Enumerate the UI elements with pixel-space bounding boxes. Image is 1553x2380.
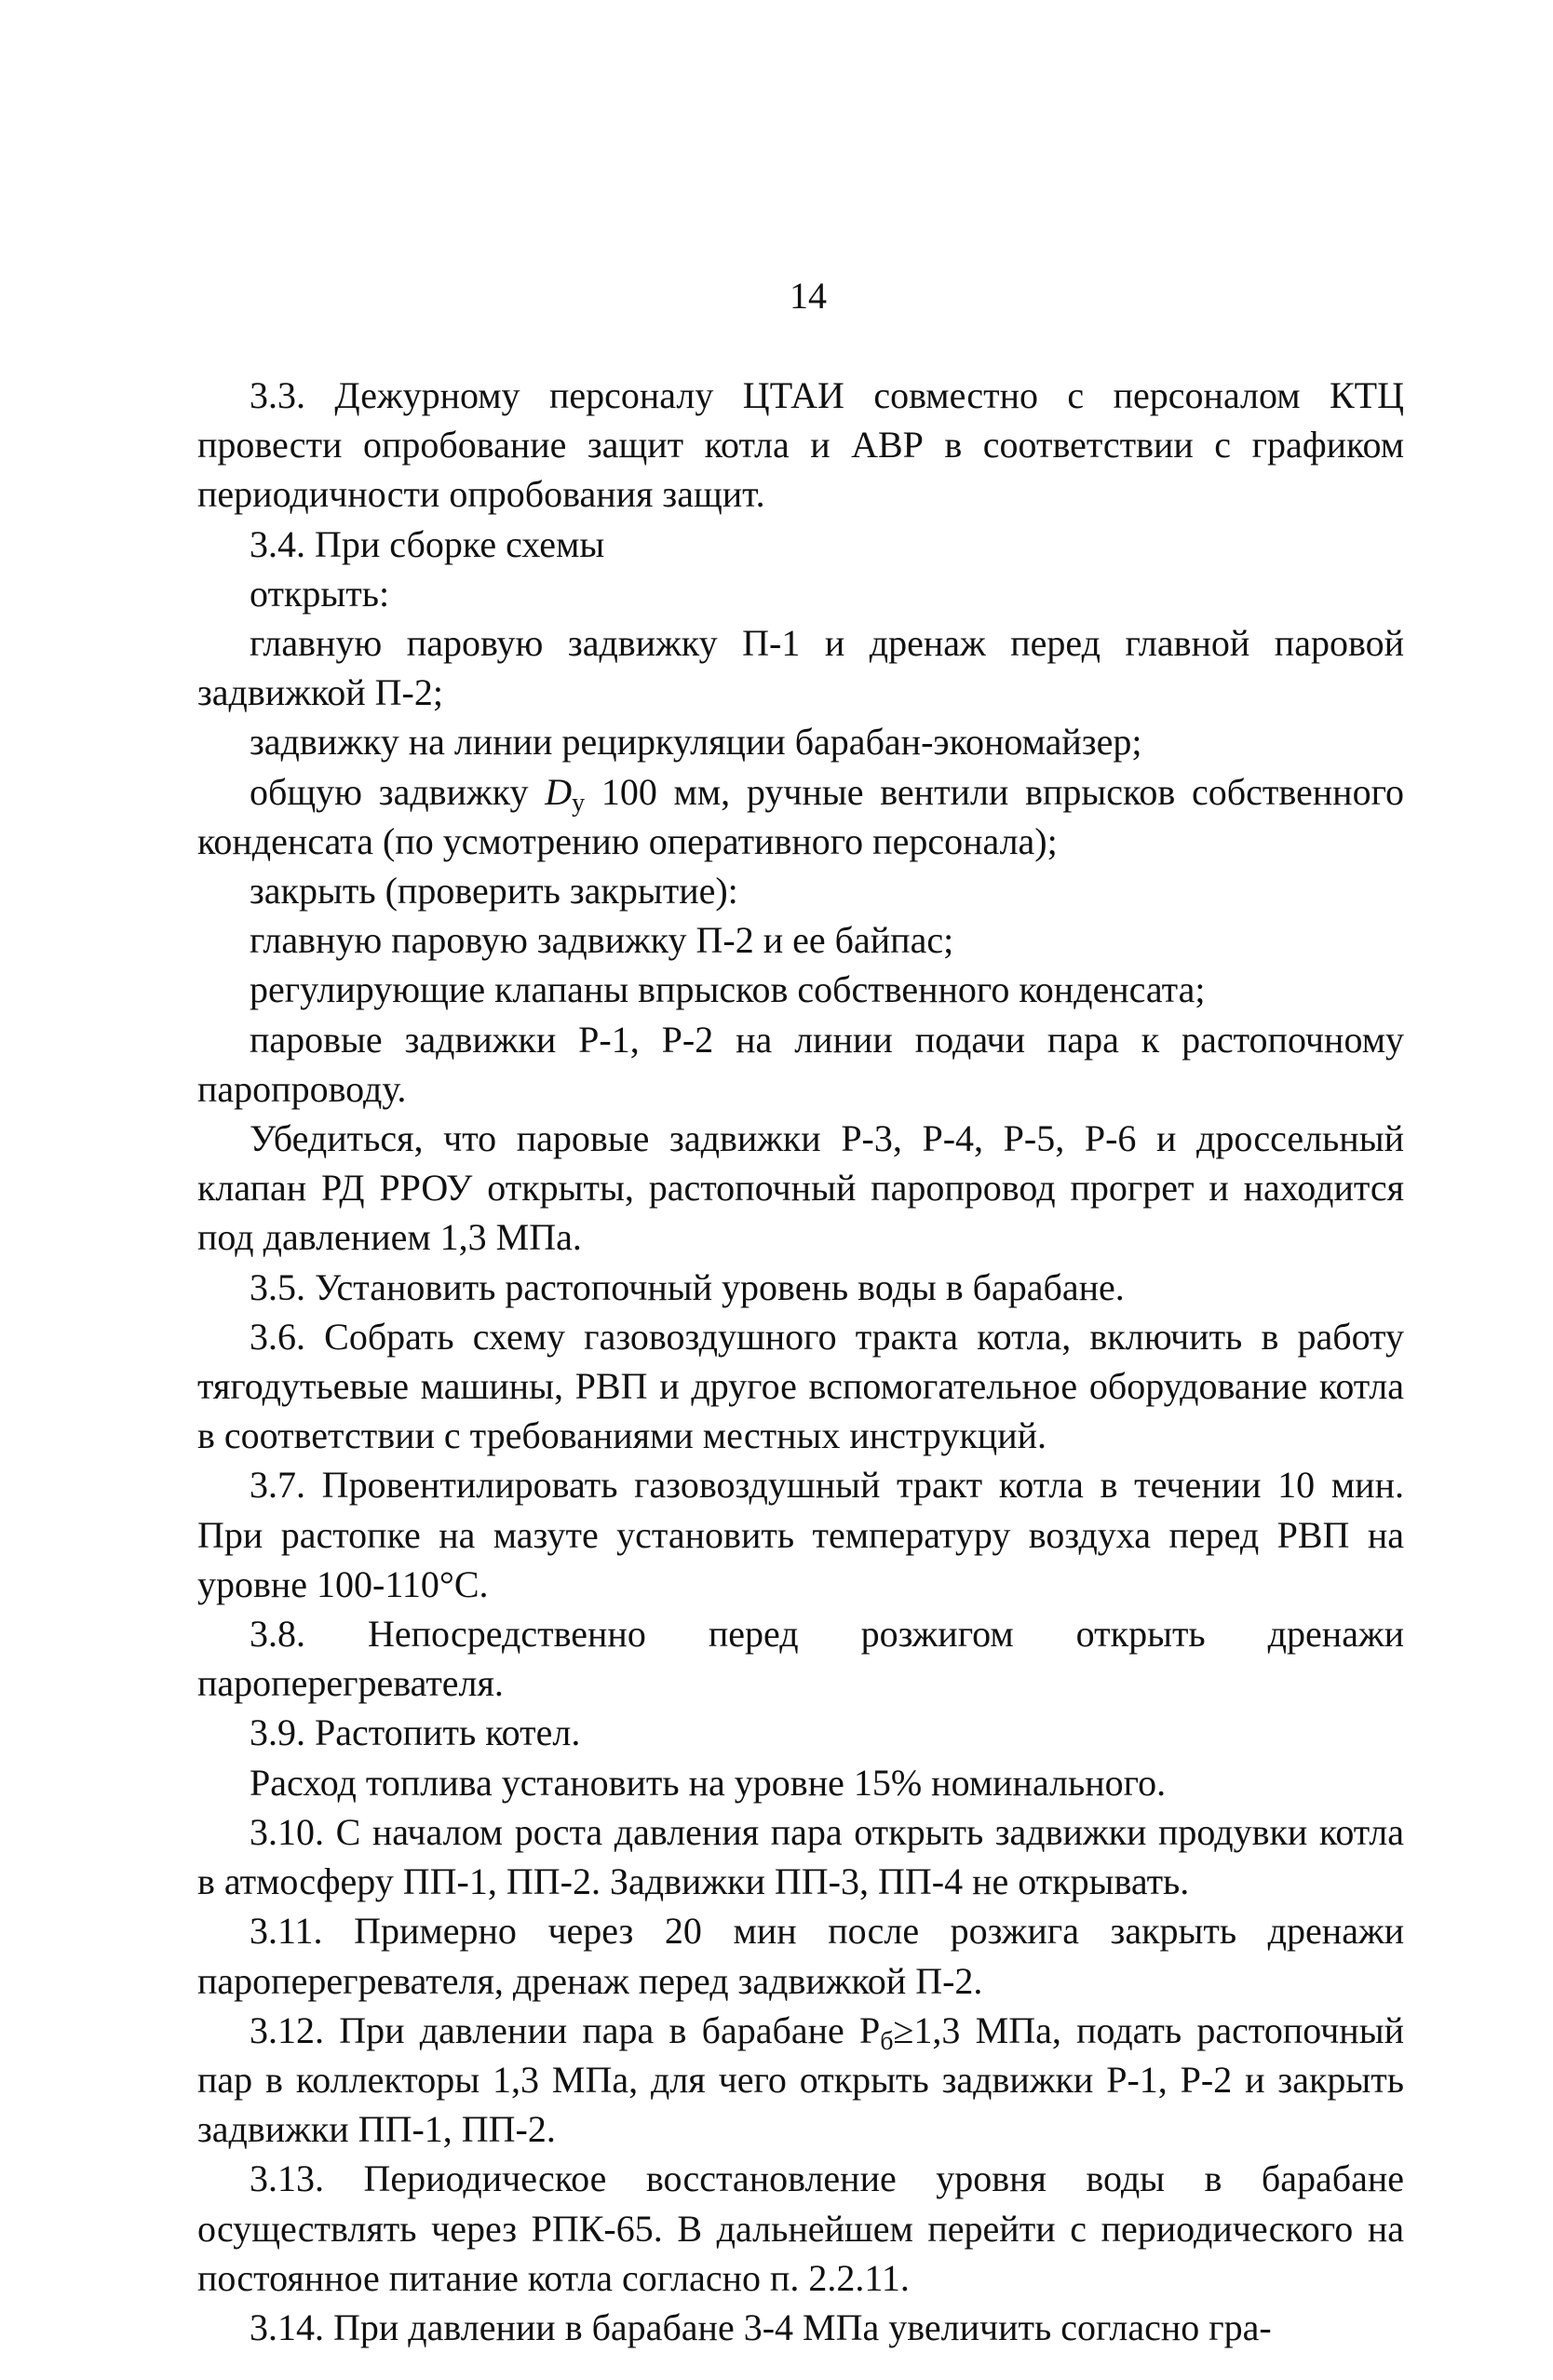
page-number: 14 — [790, 275, 827, 317]
paragraph-3-11: 3.11. Примерно через 20 мин после розжига закрыть дренажи пароперегревателя, дренаж перед задвижкой П-2. — [197, 1910, 1404, 2002]
nominal-diameter-symbol: D — [545, 770, 573, 813]
paragraph-3-3: 3.3. Дежурному персоналу ЦТАИ совместно с персоналом КТЦ провести опробование защит котла и АВР в соответствии с графиком периодичности опробования защит. — [197, 374, 1404, 516]
paragraph-3-10: 3.10. С началом роста давления пара открыть задвижки продувки котла в атмосферу ПП-1, ПП-2. Задвижки ПП-3, ПП-4 не открывать. — [197, 1810, 1404, 1903]
paragraph-close-heading: закрыть (проверить закрытие): — [250, 870, 738, 913]
paragraph-close-item-2: регулирующие клапаны впрысков собственного конденсата; — [250, 968, 1206, 1011]
drum-subscript: б — [880, 2026, 894, 2056]
text-run: 100 мм, ручные вентили впрысков собственного конденсата (по усмотрению оперативного персонала); — [197, 770, 1404, 862]
text-run: ≥1,3 МПа, подать растопочный пар в коллекторы 1,3 МПа, для чего открыть задвижки Р-1, Р-2 и закрыть задвижки ПП-1, ПП-2. — [197, 2008, 1404, 2151]
paragraph-3-12 — [197, 2006, 1404, 2155]
paragraph-3-6: 3.6. Собрать схему газовоздушного тракта котла, включить в работу тягодутьевые машины, РВП и другое вспомогательное оборудование котла в соответствии с требованиями местных инструкций. — [197, 1315, 1404, 1457]
paragraph-close-item-1: главную паровую задвижку П-2 и ее байпас; — [250, 919, 954, 962]
paragraph-3-13: 3.13. Периодическое восстановление уровня воды в барабане осуществлять через РПК-65. В дальнейшем перейти с периодического на постоянное питание котла согласно п. 2.2.11. — [197, 2157, 1404, 2299]
text-run: 3.12. При давлении пара в барабане Р — [250, 2008, 881, 2051]
paragraph-open-item-2: задвижку на линии рециркуляции барабан-экономайзер; — [250, 721, 1142, 764]
paragraph-3-4: 3.4. При сборке схемы — [250, 522, 605, 565]
nominal-diameter-subscript: у — [572, 788, 586, 818]
paragraph-close-item-3: паровые задвижки Р-1, Р-2 на линии подачи пара к растопочному паропроводу. — [197, 1018, 1404, 1110]
document-body — [197, 371, 1404, 2352]
paragraph-open-heading: открыть: — [250, 572, 390, 615]
paragraph-open-item-1: главную паровую задвижку П-1 и дренаж перед главной паровой задвижкой П-2; — [197, 622, 1404, 714]
paragraph-3-9: 3.9. Растопить котел. — [250, 1711, 581, 1754]
paragraph-3-7: 3.7. Провентилировать газовоздушный тракт котла в течении 10 мин. При растопке на мазуте установить температуру воздуха перед РВП на уровне 100-110°С. — [197, 1464, 1404, 1605]
paragraph-fuel-rate: Расход топлива установить на уровне 15% номинального. — [250, 1761, 1167, 1804]
text-run: общую задвижку — [250, 770, 546, 813]
paragraph-verify: Убедиться, что паровые задвижки Р-3, Р-4, Р-5, Р-6 и дроссельный клапан РД РРОУ открыты, растопочный паропровод прогрет и находится под давлением 1,3 МПа. — [197, 1117, 1404, 1259]
paragraph-3-14: 3.14. При давлении в барабане 3-4 МПа увеличить согласно гра- — [250, 2306, 1272, 2348]
paragraph-open-item-3 — [197, 767, 1404, 866]
paragraph-3-5: 3.5. Установить растопочный уровень воды в барабане. — [250, 1265, 1125, 1308]
paragraph-3-8: 3.8. Непосредственно перед розжигом открыть дренажи пароперегревателя. — [197, 1613, 1404, 1705]
